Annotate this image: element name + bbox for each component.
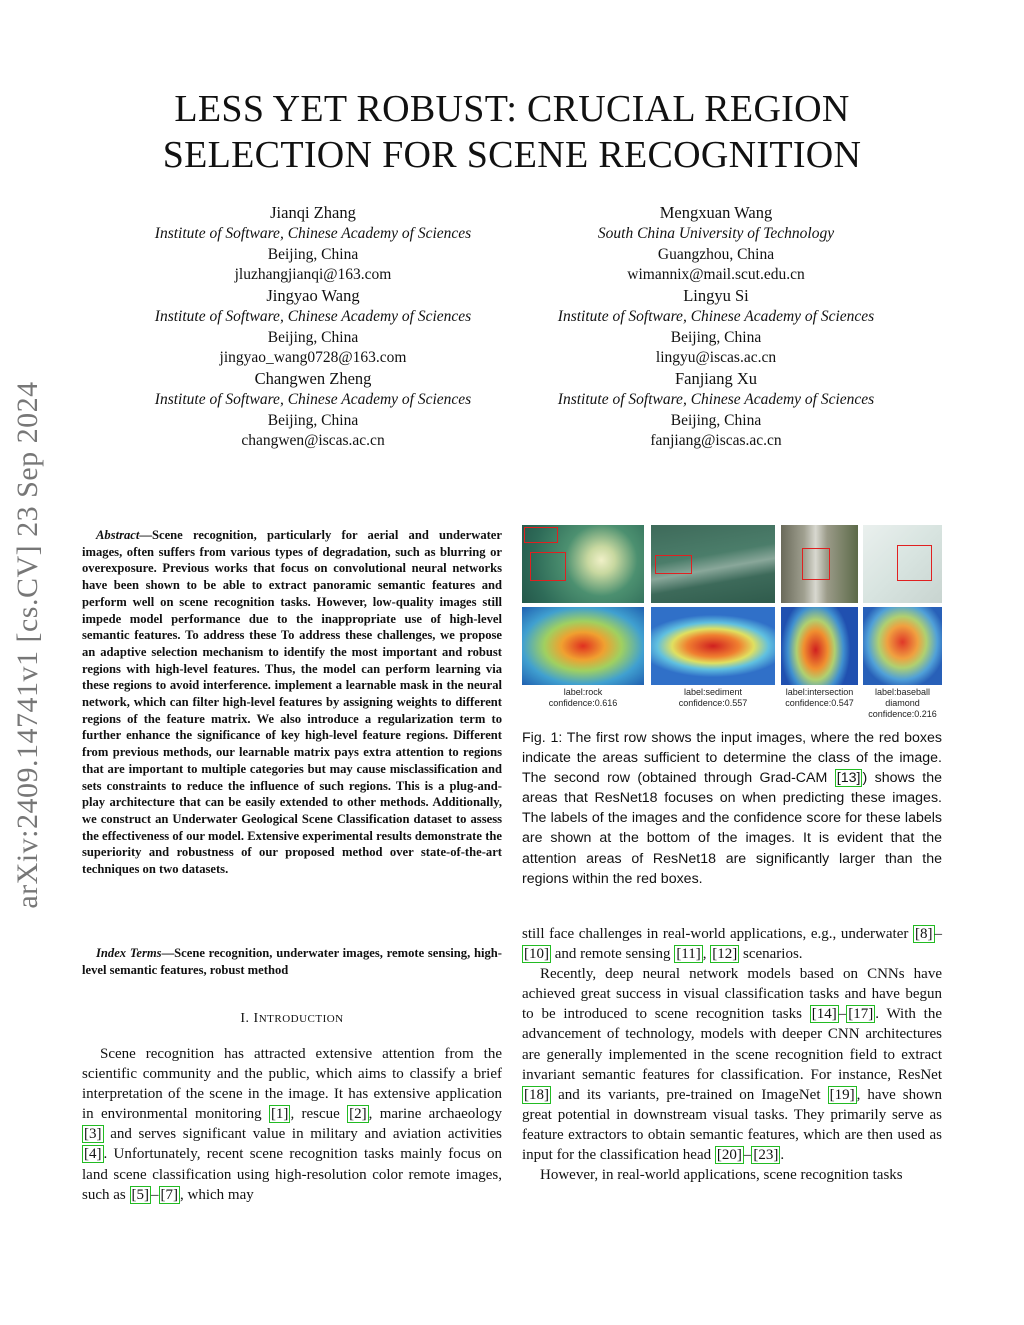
author-name: Changwen Zheng bbox=[254, 369, 372, 388]
figure-label bbox=[781, 687, 858, 709]
title-line-2: SELECTION FOR SCENE RECOGNITION bbox=[162, 134, 862, 176]
text-run: . Unfortunately, recent scene recognition tasks mainly focus on land scene classification using high-resolution color remote images, such as bbox=[82, 1146, 502, 1203]
text-run: , bbox=[702, 946, 711, 963]
sediment-input-image bbox=[651, 525, 775, 603]
citation-link[interactable]: [2] bbox=[349, 1106, 367, 1123]
intersection-gradcam-heatmap bbox=[781, 607, 858, 685]
section-number: I. bbox=[240, 1011, 250, 1026]
author-affiliation: Institute of Software, Chinese Academy of Sciences bbox=[154, 390, 472, 408]
citation-link[interactable]: [17] bbox=[848, 1006, 874, 1023]
confidence-label: confidence:0.616 bbox=[548, 698, 618, 708]
region-box bbox=[530, 552, 566, 581]
figure-label bbox=[522, 687, 644, 709]
caption-text: ) shows the areas that ResNet18 focuses on when predicting these images. The labels of the images and the confidence score for these labels are shown at the bottom of the images. It is evident that the attention areas of ResNet18 are significantly larger than the regions within the red boxes. bbox=[522, 770, 942, 887]
figure-label bbox=[863, 687, 942, 720]
author-email[interactable]: jingyao_wang0728@163.com bbox=[219, 349, 407, 367]
rock-input-image bbox=[522, 525, 644, 603]
author-name: Jingyao Wang bbox=[266, 286, 360, 305]
class-label-cont: diamond bbox=[885, 698, 920, 708]
figure-caption bbox=[522, 728, 942, 889]
text-run: Scene recognition has attracted extensive attention from the scientific community and the public, which aims to classify a brief interpretation of the scene in the image. It has extensive application in environmental monitoring bbox=[82, 1046, 502, 1123]
citation-link[interactable]: [20] bbox=[716, 1147, 742, 1164]
baseball-gradcam-heatmap bbox=[863, 607, 942, 685]
author-name: Jianqi Zhang bbox=[270, 203, 356, 222]
author-email[interactable]: changwen@iscas.ac.cn bbox=[241, 432, 385, 450]
citation-link[interactable]: [7] bbox=[160, 1186, 178, 1203]
citation-link[interactable]: [13] bbox=[836, 770, 861, 787]
author-name: Mengxuan Wang bbox=[659, 203, 773, 222]
text-run: – bbox=[151, 1186, 159, 1203]
text-run: and serves significant value in military and aviation activities bbox=[103, 1126, 502, 1143]
figure-label bbox=[651, 687, 775, 709]
abstract-text: —Scene recognition, particularly for aerial and underwater images, often suffers from various types of degradation, such as blurring or overexposure. Previous works that focus on convolutional neural networks have been shown to be able to extract panoramic semantic features and perform well on scene recognition tasks. However, low-quality images still impede model performance due to the inappropriate use of high-level semantic features. To address these To address these challenges, we propose an adaptive selection mechanism to identify the most important and robust regions with high-level features. Thus, the model can perform learning via these regions to avoid interference. implement a learnable mask in the neural network, which can filter high-level features by assigning weights to different regions of the feature matrix. We also introduce a regularization term to further enhance the significance of key high-level feature regions. Different from previous methods, our learnable matrix pays extra attention to regions that are important to multiple categories but may cause misclassification and sets constraints to reduce the influence of such regions. This is a plug-and-play architecture that can be easily extended to other methods. Additionally, we construct an Underwater Geological Scene Classification dataset to assess the effectiveness of our model. Extensive experimental results demonstrate the superiority and robustness of our proposed method over state-of-the-art techniques on two datasets. bbox=[82, 528, 502, 877]
author-block bbox=[113, 203, 513, 286]
author-block bbox=[516, 286, 916, 369]
intersection-input-image bbox=[781, 525, 858, 603]
citation-link[interactable]: [8] bbox=[915, 926, 933, 942]
author-block bbox=[516, 203, 916, 286]
citation-link[interactable]: [14] bbox=[811, 1006, 837, 1023]
author-email[interactable]: wimannix@mail.scut.edu.cn bbox=[627, 266, 805, 284]
citation-link[interactable]: [4] bbox=[84, 1146, 102, 1163]
author-affiliation: Institute of Software, Chinese Academy of Sciences bbox=[557, 390, 875, 408]
section-title-first: I bbox=[253, 1011, 259, 1026]
author-location: Beijing, China bbox=[267, 411, 359, 429]
author-location: Beijing, China bbox=[670, 411, 762, 429]
citation-link[interactable]: [10] bbox=[524, 946, 549, 963]
text-run: , marine archaeology bbox=[368, 1106, 502, 1123]
text-run: still face challenges in real-world applications, e.g., underwater bbox=[522, 926, 913, 942]
figure-1 bbox=[522, 525, 942, 725]
paragraph bbox=[522, 964, 942, 1165]
arxiv-id: arXiv:2409.14741v1 [cs.CV] 23 Sep 2024 bbox=[11, 381, 44, 909]
author-affiliation: South China University of Technology bbox=[597, 224, 835, 242]
author-email[interactable]: lingyu@iscas.ac.cn bbox=[655, 349, 777, 367]
author-block bbox=[113, 286, 513, 369]
author-affiliation: Institute of Software, Chinese Academy of Sciences bbox=[154, 307, 472, 325]
paper-title bbox=[90, 86, 934, 178]
text-run: and its variants, pre-trained on ImageNet bbox=[551, 1086, 828, 1103]
class-label: label:rock bbox=[563, 687, 603, 697]
text-run: Recently, deep neural network models based on CNNs have achieved great success in visual classification tasks and have begun to be introduced to scene recognition tasks bbox=[522, 966, 942, 1023]
region-box bbox=[655, 555, 692, 574]
author-location: Beijing, China bbox=[670, 328, 762, 346]
text-run: – bbox=[743, 1147, 752, 1164]
text-run: , rescue bbox=[290, 1106, 348, 1123]
author-affiliation: Institute of Software, Chinese Academy of Sciences bbox=[557, 307, 875, 325]
text-run: . With the advancement of technology, models with deeper CNN architectures are generally implemented in the scene recognition field to extract invariant semantic features for classification. For instance, ResNet bbox=[522, 1006, 942, 1083]
class-label: label:sediment bbox=[683, 687, 743, 697]
paragraph bbox=[522, 924, 942, 964]
citation-link[interactable]: [12] bbox=[712, 946, 738, 963]
title-line-1: LESS YET ROBUST: CRUCIAL REGION bbox=[174, 88, 850, 130]
citation-link[interactable]: [23] bbox=[753, 1147, 779, 1164]
right-column-body bbox=[522, 924, 942, 1185]
citation-link[interactable]: [19] bbox=[829, 1086, 855, 1103]
rock-gradcam-heatmap bbox=[522, 607, 644, 685]
text-run: – bbox=[934, 926, 942, 942]
confidence-label: confidence:0.216 bbox=[868, 709, 937, 719]
region-box bbox=[802, 548, 830, 580]
region-box bbox=[897, 545, 932, 581]
citation-link[interactable]: [11] bbox=[676, 946, 701, 963]
caption-text: Fig. 1: The first row shows the input images, where the red boxes indicate the areas sufficient to determine the class of the image. The second row (obtained through Grad-CAM bbox=[522, 730, 942, 787]
author-name: Lingyu Si bbox=[683, 286, 749, 305]
text-run: , which may bbox=[180, 1186, 254, 1203]
sediment-gradcam-heatmap bbox=[651, 607, 775, 685]
index-terms-label: Index Terms bbox=[96, 946, 162, 960]
text-run: and remote sensing bbox=[551, 946, 675, 963]
index-terms bbox=[82, 945, 502, 978]
author-block bbox=[516, 369, 916, 452]
citation-link[interactable]: [18] bbox=[524, 1086, 549, 1103]
text-run: – bbox=[838, 1006, 847, 1023]
author-name: Fanjiang Xu bbox=[674, 369, 758, 388]
confidence-label: confidence:0.557 bbox=[678, 698, 748, 708]
citation-link[interactable]: [3] bbox=[84, 1126, 102, 1143]
author-email[interactable]: jluzhangjianqi@163.com bbox=[234, 266, 392, 284]
author-location: Beijing, China bbox=[267, 328, 359, 346]
confidence-label: confidence:0.547 bbox=[785, 698, 854, 708]
intro-paragraph bbox=[82, 1044, 502, 1205]
baseball-input-image bbox=[863, 525, 942, 603]
text-run: scenarios. bbox=[739, 946, 803, 963]
abstract-label: Abstract bbox=[96, 528, 140, 542]
text-run: . bbox=[780, 1147, 785, 1164]
section-title-rest: NTRODUCTION bbox=[258, 1013, 344, 1025]
paragraph: However, in real-world applications, scene recognition tasks bbox=[540, 1167, 903, 1184]
author-email[interactable]: fanjiang@iscas.ac.cn bbox=[650, 432, 782, 450]
class-label: label:baseball bbox=[874, 687, 931, 697]
author-block bbox=[113, 369, 513, 452]
abstract bbox=[82, 527, 502, 878]
author-affiliation: Institute of Software, Chinese Academy of Sciences bbox=[154, 224, 472, 242]
index-terms-text: —Scene recognition, underwater images, remote sensing, high-level semantic features, robust method bbox=[82, 946, 502, 977]
text-run: , have shown great potential in downstream visual tasks. They primarily serve as feature extractors to obtain semantic features, which are then used as input for the classification head bbox=[522, 1086, 942, 1164]
citation-link[interactable]: [1] bbox=[270, 1106, 289, 1123]
region-box bbox=[524, 527, 558, 543]
author-location: Beijing, China bbox=[267, 245, 359, 263]
citation-link[interactable]: [5] bbox=[131, 1186, 149, 1203]
class-label: label:intersection bbox=[785, 687, 854, 697]
author-location: Guangzhou, China bbox=[657, 245, 775, 263]
section-heading bbox=[82, 1011, 502, 1027]
